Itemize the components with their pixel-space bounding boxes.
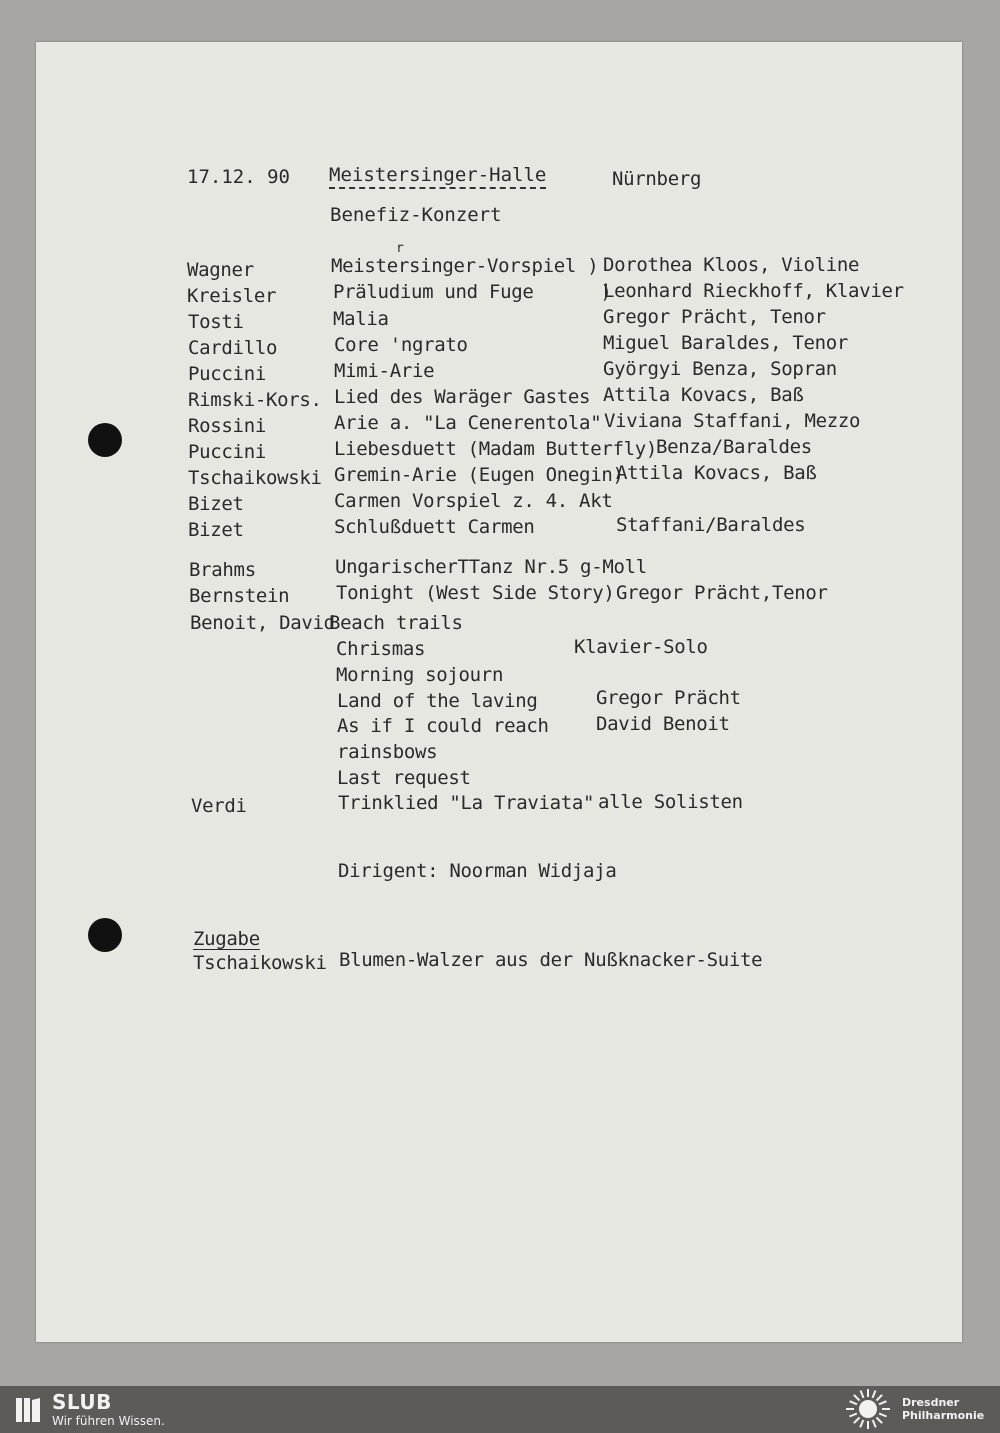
composer: Puccini — [188, 363, 266, 385]
performer: Attila Kovacs, Baß — [603, 384, 804, 406]
correction-mark: r — [396, 241, 404, 256]
punch-hole-icon — [88, 423, 122, 457]
work-title: Chrismas — [336, 638, 426, 660]
work-title: Core 'ngrato — [334, 334, 468, 356]
composer: Benoit, David — [190, 612, 335, 634]
dresdner-philharmonie-logo-icon — [842, 1388, 894, 1430]
work-title: UngarischerTTanz Nr.5 g-Moll — [335, 556, 647, 578]
work-title: Land of the laving — [337, 690, 538, 712]
performer: Dorothea Kloos, Violine — [603, 254, 860, 276]
encore-label: Zugabe — [193, 928, 260, 950]
composer: Verdi — [191, 795, 247, 817]
library-tagline: Wir führen Wissen. — [52, 1414, 165, 1428]
composer: Bizet — [188, 493, 244, 515]
work-title: Malia — [333, 308, 389, 330]
composer: Tosti — [188, 311, 244, 333]
work-title: Schlußduett Carmen — [334, 516, 535, 538]
encore-composer: Tschaikowski — [193, 952, 327, 974]
conductor-line: Dirigent: Noorman Widjaja — [338, 860, 617, 882]
performer: Gregor Prächt,Tenor — [616, 582, 828, 604]
concert-date: 17.12. 90 — [187, 166, 290, 188]
work-title: Morning sojourn — [336, 664, 504, 686]
work-title: Gremin-Arie (Eugen Onegin) — [334, 464, 624, 486]
composer: Kreisler — [187, 285, 277, 307]
work-title: Trinklied "La Traviata" — [338, 792, 595, 814]
work-title: rainsbows — [337, 741, 438, 763]
partner-name — [902, 1396, 984, 1422]
composer: Rimski-Kors. — [188, 389, 322, 411]
encore-work: Blumen-Walzer aus der Nußknacker-Suite — [339, 949, 763, 971]
composer: Bizet — [188, 519, 244, 541]
composer: Rossini — [188, 415, 266, 437]
composer: Bernstein — [189, 585, 290, 607]
library-name: SLUB — [52, 1390, 112, 1414]
work-title: Lied des Waräger Gastes — [334, 386, 591, 408]
performer: David Benoit — [596, 713, 730, 735]
work-title: Mimi-Arie — [334, 360, 435, 382]
footer-bar — [0, 1386, 1000, 1433]
performer: Attila Kovacs, Baß — [616, 462, 817, 484]
performer: Györgyi Benza, Sopran — [603, 358, 837, 380]
performer: Viviana Staffani, Mezzo — [604, 410, 861, 432]
work-title: As if I could reach — [337, 715, 549, 737]
composer: Brahms — [189, 559, 256, 581]
work-title: Liebesduett (Madam Butterfly) — [334, 438, 658, 460]
event-title: Benefiz-Konzert — [330, 204, 502, 226]
city-name: Nürnberg — [612, 168, 702, 190]
slub-logo-icon — [14, 1394, 42, 1424]
work-title: Last request — [337, 767, 471, 789]
composer: Tschaikowski — [188, 467, 322, 489]
partner-name-line2: Philharmonie — [902, 1409, 985, 1422]
performer: Klavier-Solo — [574, 636, 708, 658]
performer: Benza/Baraldes — [656, 436, 812, 458]
composer: Cardillo — [188, 337, 278, 359]
performer: Staffani/Baraldes — [616, 514, 806, 536]
work-title: Beach trails — [329, 612, 463, 634]
work-title: Präludium und Fuge ) — [333, 281, 612, 303]
work-title: Arie a. "La Cenerentola" — [334, 412, 602, 434]
performer: Gregor Prächt — [596, 687, 741, 709]
composer: Puccini — [188, 441, 266, 463]
work-title: Meistersinger-Vorspiel ) — [331, 255, 599, 277]
partner-name-line1: Dresdner — [902, 1396, 960, 1409]
composer: Wagner — [187, 259, 254, 281]
document-page — [36, 42, 962, 1342]
punch-hole-icon — [88, 918, 122, 952]
performer: Miguel Baraldes, Tenor — [603, 332, 849, 354]
performer: Leonhard Rieckhoff, Klavier — [603, 280, 904, 302]
venue-name: Meistersinger-Halle — [329, 164, 546, 189]
performer: alle Solisten — [598, 791, 743, 813]
work-title: Tonight (West Side Story) — [336, 582, 615, 604]
work-title: Carmen Vorspiel z. 4. Akt — [334, 490, 613, 512]
performer: Gregor Prächt, Tenor — [603, 306, 826, 328]
